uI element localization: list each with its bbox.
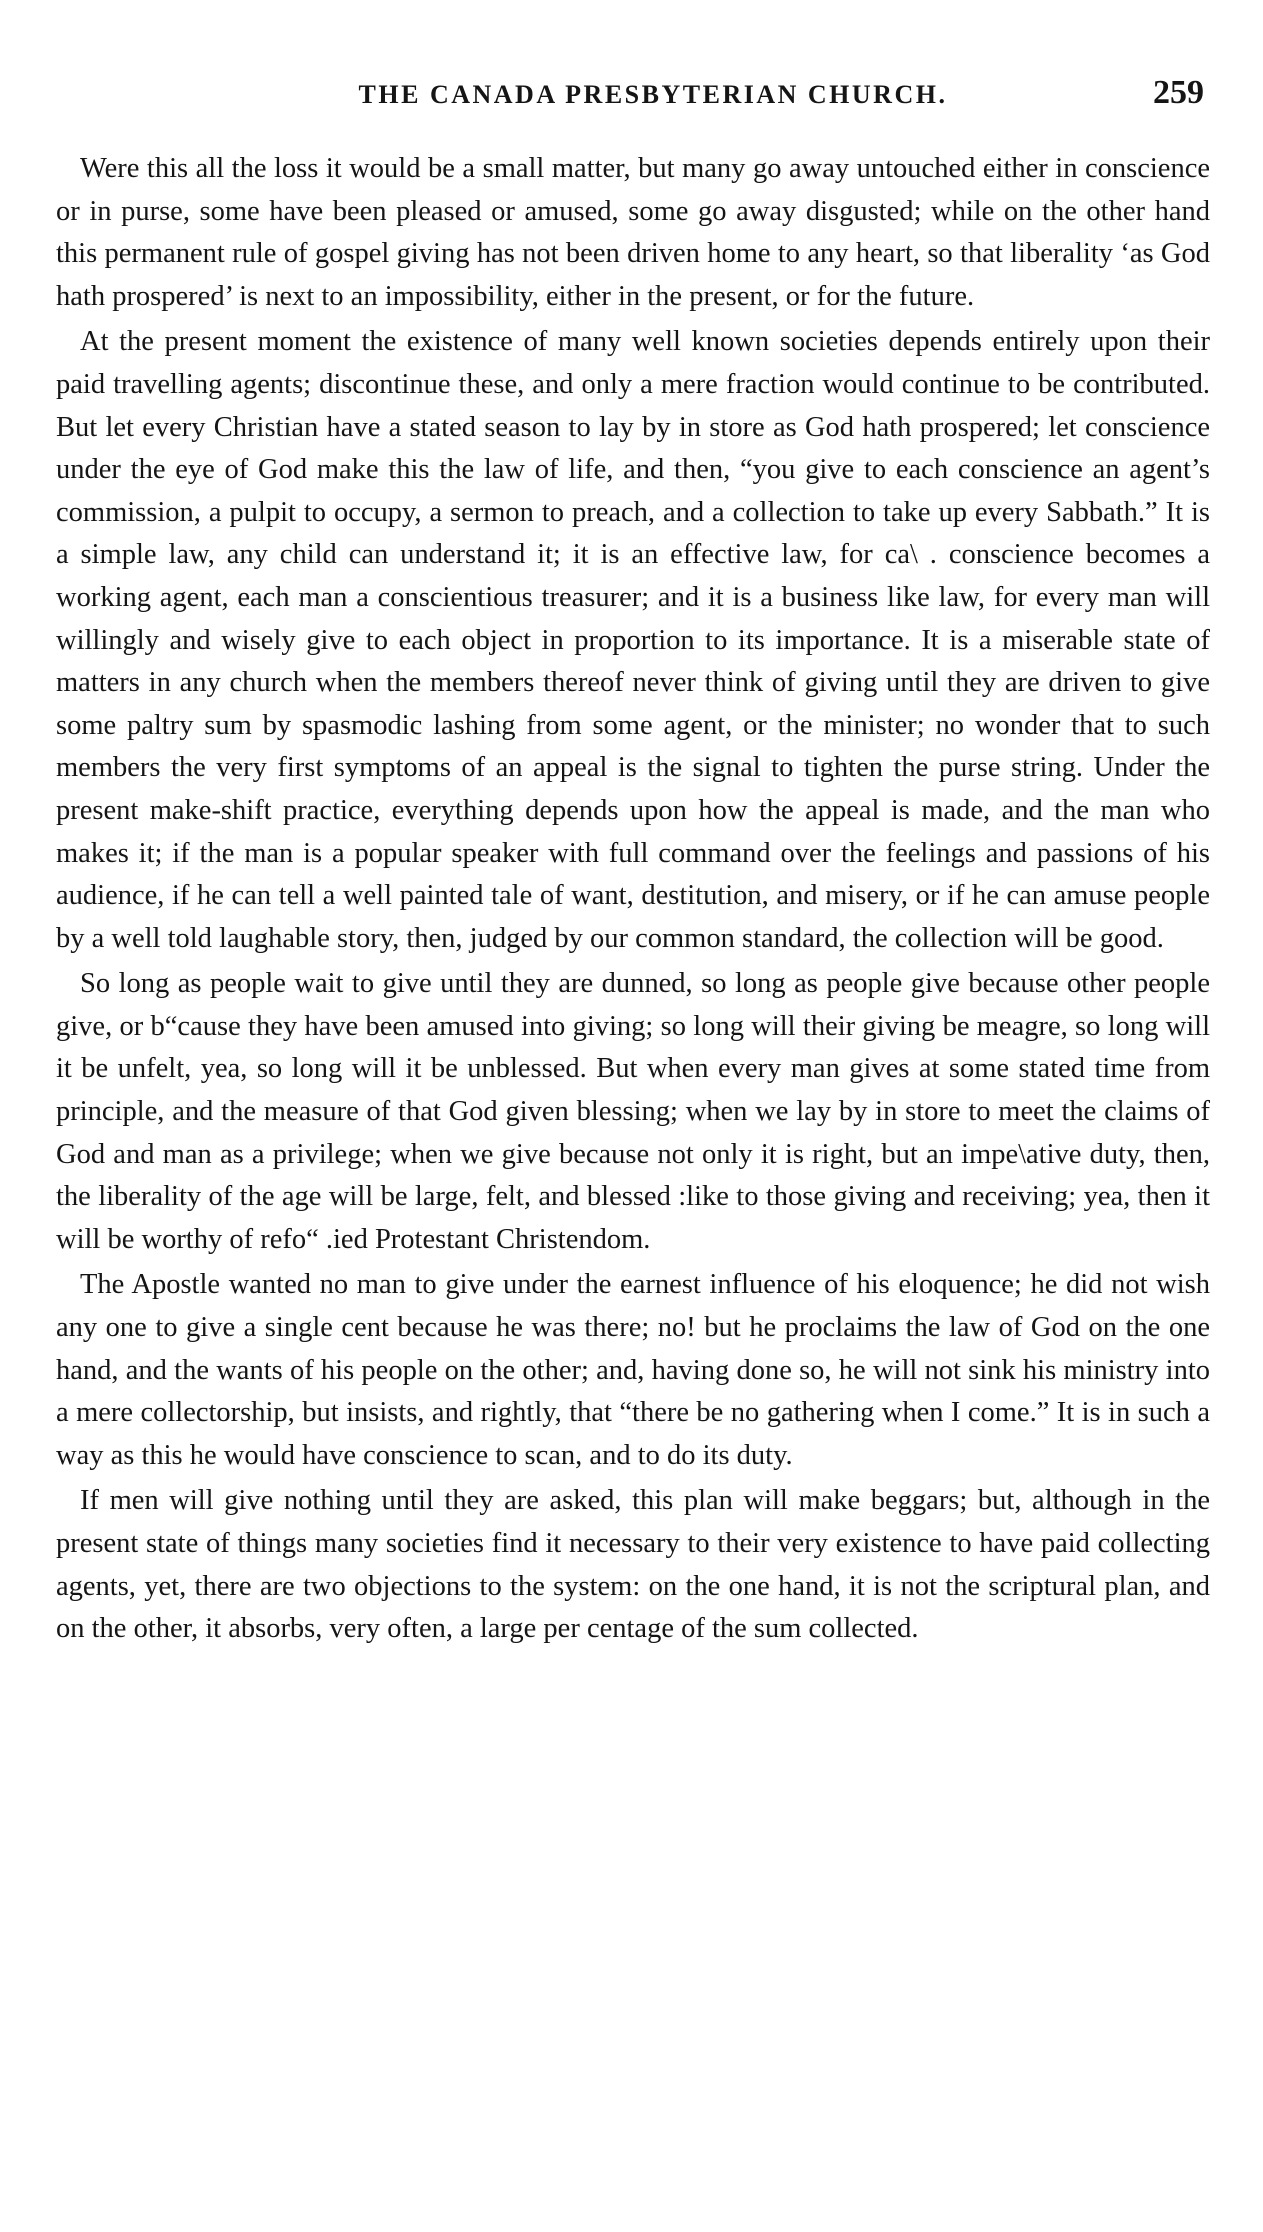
paragraph-3: So long as people wait to give until they are dunned, so long as people give because other people give, or b“cause they have been amused into giving; so long will their giving be meagre, so long will it be unfelt, yea, so long will it be unblessed. But when every man gives at some stated time from principle, and the measure of that God given blessing; when we lay by in store to meet the claims of God and man as a privilege; when we give because not only it is right, but an impe\ative duty, then, the liberality of the age will be large, felt, and blessed :like to those giving and receiving; yea, then it will be worthy of refo“ .ied Protestant Christendom. (56, 968, 1210, 1255)
paragraph-1: Were this all the loss it would be a small matter, but many go away untouched either in conscience or in purse, some have been pleased or amused, some go away disgusted; while on the other hand this permanent rule of gospel giving has not been driven home to any heart, so that liberality ‘as God hath prospered’ is next to an impossibility, either in the present, or for the future. (56, 153, 1210, 312)
body-text (56, 148, 1210, 1651)
paragraph-5: If men will give nothing until they are asked, this plan will make beggars; but, although in the present state of things many societies find it necessary to their very existence to have paid collecting agents, yet, there are two objections to the system: on the one hand, it is not the scriptural plan, and on the other, it absorbs, very often, a large per centage of the sum collected. (56, 1485, 1210, 1645)
paragraph-4: The Apostle wanted no man to give under the earnest influence of his eloquence; he did not wish any one to give a single cent because he was there; no! but he proclaims the law of God on the one hand, and the wants of his people on the other; and, having done so, he will not sink his ministry into a mere collectorship, but insists, and rightly, that “there be no gathering when I come.” It is in such a way as this he would have conscience to scan, and to do its duty. (56, 1269, 1210, 1471)
paragraph-2: At the present moment the existence of many well known societies depends entirely upon their paid travelling agents; discontinue these, and only a mere fraction would continue to be contributed. But let every Christian have a stated season to lay by in store as God hath prospered; let conscience under the eye of God make this the law of life, and then, “you give to each conscience an agent’s commission, a pulpit to occupy, a sermon to preach, and a collection to take up every Sabbath.” It is a simple law, any child can understand it; it is an effective law, for ca\ . conscience becomes a working agent, each man a conscientious treasurer; and it is a business like law, for every man will willingly and wisely give to each object in proportion to its importance. It is a miserable state of matters in any church when the members thereof never think of giving until they are driven to give some paltry sum by spasmodic lashing from some agent, or the minister; no wonder that to such members the very first symptoms of an appeal is the signal to tighten the purse string. Under the present make-shift practice, everything depends upon how the appeal is made, and the man who makes it; if the man is a popular speaker with full command over the feelings and passions of his audience, if he can tell a well painted tale of want, destitution, and misery, or if he can amuse people by a well told laughable story, then, judged by our common standard, the collection will be good. (56, 326, 1210, 954)
page-number: 259 (1153, 74, 1204, 111)
book-page (56, 74, 1210, 1654)
running-head (56, 74, 1210, 118)
running-head-title: THE CANADA PRESBYTERIAN CHURCH. (358, 80, 948, 109)
